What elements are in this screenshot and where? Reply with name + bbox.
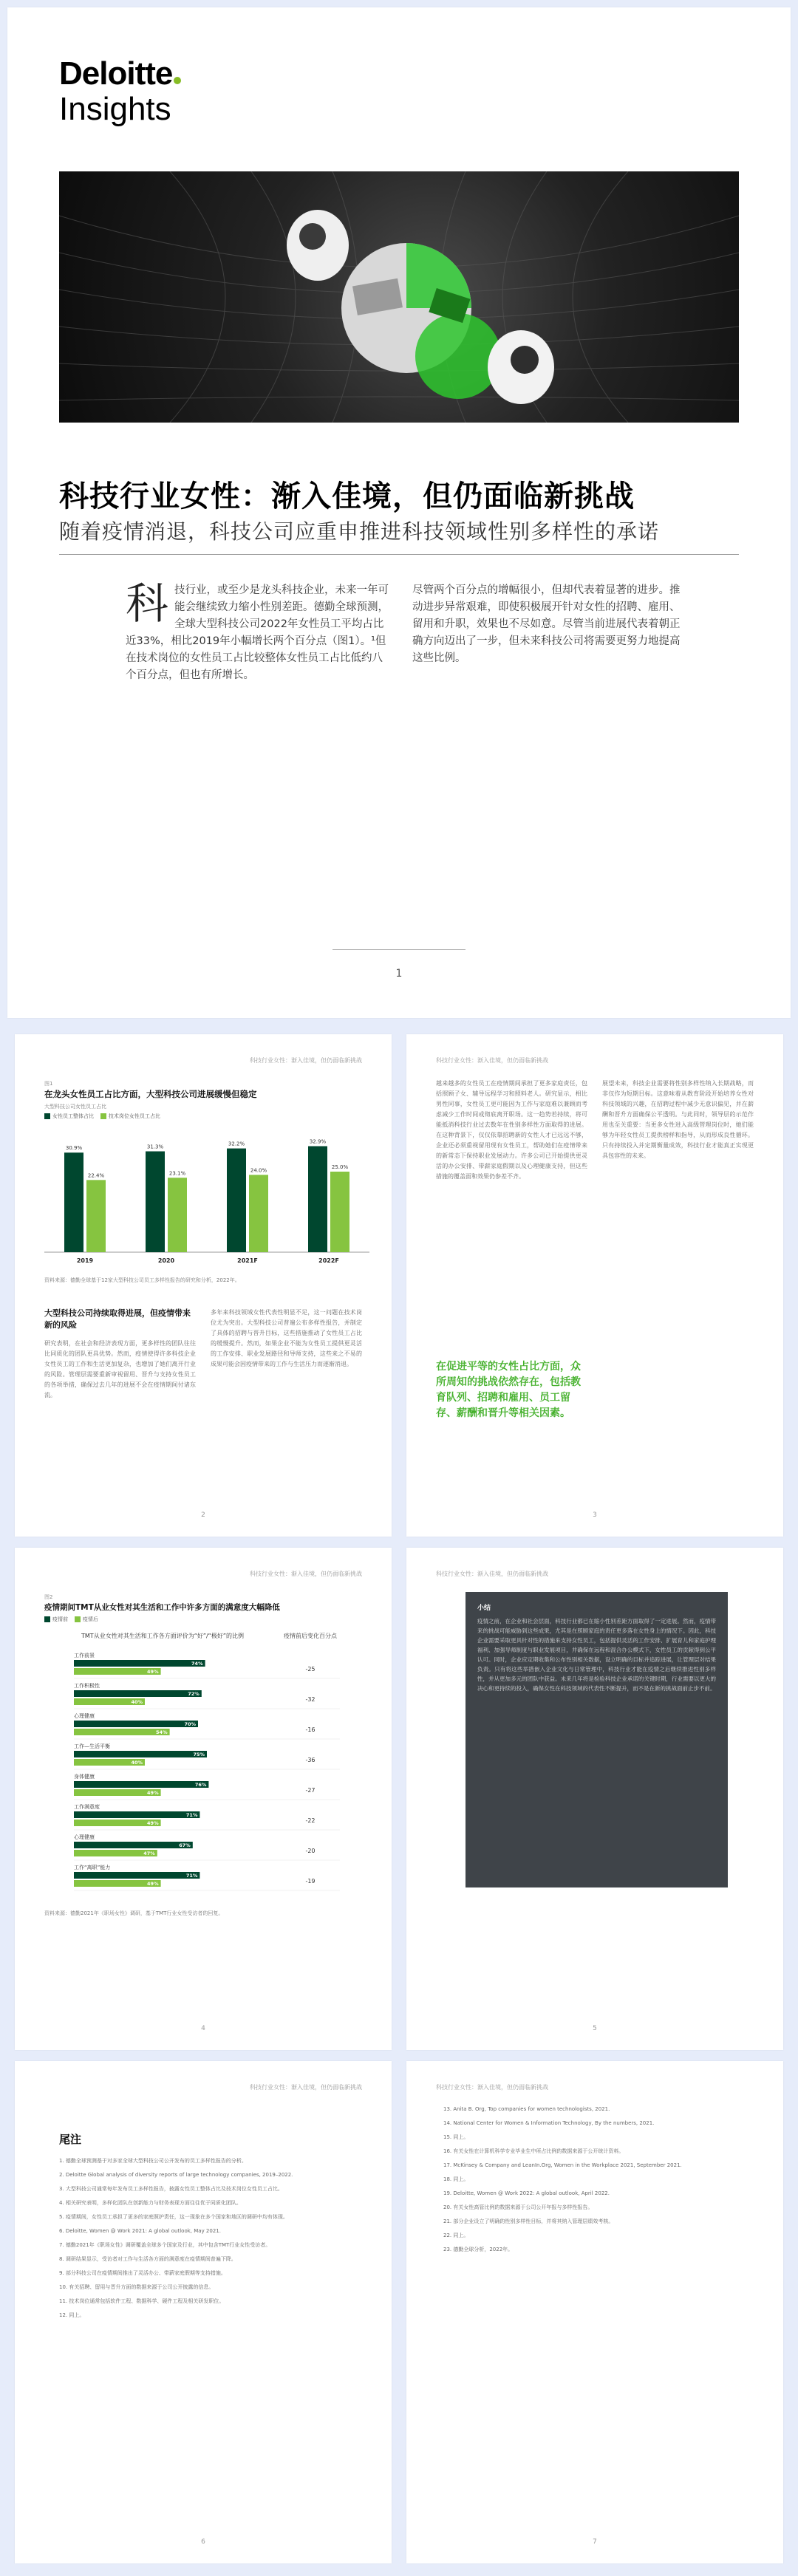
bar xyxy=(227,1149,246,1252)
page-number: 4 xyxy=(201,2025,205,2032)
bar xyxy=(330,1172,349,1252)
legend-swatch-1 xyxy=(44,1616,50,1622)
page-7 xyxy=(406,2061,783,2563)
bar-data-label: 24.0% xyxy=(250,1167,267,1174)
category-label: 工作“离职”能力 xyxy=(74,1865,111,1870)
running-header: 科技行业女性：渐入佳境，但仍面临新挑战 xyxy=(436,1571,548,1577)
hero-image xyxy=(59,171,739,423)
bar-data-label: 30.9% xyxy=(65,1145,83,1152)
endnote-item: 17. McKinsey & Company and LeanIn.Org, Women in the Workplace 2021, September 2021. xyxy=(443,2162,682,2168)
page-number: 2 xyxy=(201,1511,205,1519)
page-3 xyxy=(406,1034,783,1537)
endnote-item: 5. 疫情期间，女性员工承担了更多的家庭照护责任，这一现象在多个国家和地区的调研中均有体现。 xyxy=(59,2214,288,2220)
bar-chart-female-share xyxy=(44,1123,369,1271)
bar xyxy=(74,1751,207,1757)
change-value: -32 xyxy=(305,1696,316,1703)
body-text-right: 多年来科技领域女性代表性明显不足，这一问题在技术岗位尤为突出。大型科技公司普遍公布多样性报告，并制定了具体的招聘与晋升目标，这些措施推动了女性员工占比的缓慢提升。然而，如果企业不能为女性员工提供更灵活的工作安排、职业发展路径和导师支持，这些来之不易的成果可能会因疫情带来的工作与生活压力而逐渐消退。 xyxy=(211,1309,362,1367)
category-label: 工作积极性 xyxy=(74,1683,100,1689)
bar-data-label: 67% xyxy=(179,1842,191,1848)
endnote-item: 13. Anita B. Org, Top companies for women technologists, 2021. xyxy=(443,2106,610,2112)
endnote-item: 22. 同上。 xyxy=(443,2232,469,2238)
bar-data-label: 32.2% xyxy=(228,1141,245,1147)
cover-page xyxy=(7,7,791,1018)
bar-data-label: 49% xyxy=(147,1820,159,1826)
bar-data-label: 74% xyxy=(191,1661,203,1667)
endnote-item: 2. Deloitte Global analysis of diversity reports of large technology companies, 2019–2022. xyxy=(59,2172,293,2178)
x-tick-label: 2021F xyxy=(237,1257,258,1264)
category-label: 工作—生活平衡 xyxy=(74,1743,110,1749)
bar-data-label: 47% xyxy=(143,1851,155,1856)
bar-data-label: 32.9% xyxy=(309,1138,327,1145)
running-header: 科技行业女性：渐入佳境，但仍面临新挑战 xyxy=(250,2084,362,2091)
drop-cap: 科 xyxy=(126,578,169,629)
endnote-item: 1. 德勤全球预测基于对多家全球大型科技公司公开发布的员工多样性报告的分析。 xyxy=(59,2158,247,2164)
footer-divider xyxy=(332,949,466,950)
legend-swatch-2 xyxy=(75,1616,81,1622)
legend-label-2: 技术岗位女性员工占比 xyxy=(108,1113,160,1119)
endnote-item: 18. 同上。 xyxy=(443,2176,469,2182)
figure-subtitle: 大型科技公司女性员工占比 xyxy=(44,1104,106,1110)
endnote-item: 8. 调研结果显示，受访者对工作与生活各方面的满意度在疫情期间普遍下降。 xyxy=(59,2256,236,2262)
bar xyxy=(146,1151,165,1252)
category-label: 心理健康 xyxy=(74,1713,95,1719)
figure-title: 疫情期间TMT从业女性对其生活和工作中许多方面的满意度大幅降低 xyxy=(44,1603,280,1612)
chart-legend xyxy=(44,1616,98,1623)
page-number: 5 xyxy=(593,2025,597,2032)
article-subtitle: 随着疫情消退，科技公司应重申推进科技领域性别多样性的承诺 xyxy=(59,519,660,544)
bar-data-label: 49% xyxy=(147,1881,159,1887)
green-circle xyxy=(415,313,501,399)
page-4 xyxy=(15,1548,392,2050)
running-header: 科技行业女性：渐入佳境，但仍面临新挑战 xyxy=(436,2084,548,2091)
endnote-item: 14. National Center for Women & Information Technology, By the numbers, 2021. xyxy=(443,2120,655,2126)
change-value: -22 xyxy=(305,1817,316,1824)
running-header: 科技行业女性：渐入佳境，但仍面临新挑战 xyxy=(436,1057,548,1064)
page-2 xyxy=(15,1034,392,1537)
endnote-item: 16. 有关女性在计算机科学专业毕业生中所占比例的数据来源于公开统计资料。 xyxy=(443,2148,624,2154)
sidebar-text: 疫情之前，在企业和社会层面，科技行业都已在缩小性别差距方面取得了一定进展。然而，疫情带来的挑战可能威胁到这些成果，尤其是在照顾家庭的责任更多落在女性身上的情况下。因此，科技企业需要采取更具针对性的措施来支持女性员工，包括提供灵活的工作安排、扩展育儿和家庭护理福利、加强导师制度与职业发展项目，并确保在远程和混合办公模式下，女性员工的贡献得到公平认可。同时，企业应定期收集和公布性别相关数据，设立明确的目标并追踪进展，让管理层对结果负责。只有将这些举措嵌入企业文化与日常管理中，科技行业才能在疫情之后继续推进性别多样性，并从更加多元的团队中获益。未来几年将是检验科技企业承诺的关键时期，行业需要以更大的决心和更持续的投入，确保女性在科技领域的代表性不断提升，而不是在新的挑战面前止步不前。 xyxy=(477,1618,716,1692)
endnotes-list xyxy=(59,2157,355,2326)
change-value: -36 xyxy=(305,1757,316,1763)
endnote-item: 7. 德勤2021年《职场女性》调研覆盖全球多个国家及行业，其中包含TMT行业女性受访者。 xyxy=(59,2242,271,2248)
category-label: 工作前景 xyxy=(74,1653,95,1658)
bar-data-label: 49% xyxy=(147,1669,159,1675)
change-value: -19 xyxy=(305,1878,316,1885)
page-number: 3 xyxy=(593,1511,597,1519)
endnote-item: 6. Deloitte, Women @ Work 2021: A global outlook, May 2021. xyxy=(59,2228,221,2234)
category-label: 身体健康 xyxy=(74,1774,95,1780)
page-number: 6 xyxy=(201,2538,205,2546)
bar xyxy=(86,1180,106,1252)
figure-label: 图2 xyxy=(44,1594,53,1600)
change-value: -20 xyxy=(305,1848,316,1854)
bar xyxy=(74,1721,198,1727)
section-heading: 大型科技公司持续取得进展，但疫情带来新的风险 xyxy=(44,1308,191,1330)
page-number: 1 xyxy=(395,968,403,980)
intro-paragraph-right: 尽管两个百分点的增幅很小，但却代表着显著的进步。推动进步异常艰难，即使积极展开针对女性的招聘、雇用、留用和升职，效果也不尽如意。尽管当前进展代表着朝正确方向迈出了一步，但未来科技公司将需要更努力地提高这些比例。 xyxy=(412,584,681,664)
bar-data-label: 22.4% xyxy=(87,1172,105,1179)
bar xyxy=(308,1147,327,1252)
endnote-item: 11. 技术岗位通常包括软件工程、数据科学、硬件工程及相关研发职位。 xyxy=(59,2298,225,2304)
bar xyxy=(74,1842,193,1848)
bar-data-label: 40% xyxy=(131,1760,143,1766)
running-header: 科技行业女性：渐入佳境，但仍面临新挑战 xyxy=(250,1057,362,1064)
body-text-left: 研究表明，在社会和经济表现方面，更多样性的团队往往比同质化的团队更具优势。然而，疫情使得许多科技企业女性员工的工作和生活更加复杂，也增加了她们离开行业的风险。管理层需要重新审视留用、晋升与支持女性员工的各项举措，确保过去几年的进展不会在疫情期间付诸东流。 xyxy=(44,1340,196,1398)
endnote-item: 4. 相关研究表明，多样化团队在创新能力与财务表现方面往往优于同质化团队。 xyxy=(59,2200,242,2206)
bar-data-label: 72% xyxy=(188,1691,200,1697)
legend-label-1: 疫情前 xyxy=(52,1616,68,1622)
bar xyxy=(249,1175,268,1252)
body-text-right: 展望未来，科技企业需要将性别多样性纳入长期战略，而非仅作为短期目标。这意味着从教育阶段开始培养女性对科技领域的兴趣，在招聘过程中减少无意识偏见，并在薪酬和晋升方面确保公平透明。与此同时，领导层的示范作用也至关重要：当更多女性进入高级管理岗位时，她们能够为年轻女性员工提供榜样和指导，从而形成良性循环。只有持续投入并定期衡量成效，科技行业才能真正实现更具包容性的未来。 xyxy=(602,1080,754,1159)
pull-quote: 在促进平等的女性占比方面，众所周知的挑战依然存在，包括教育队列、招聘和雇用、员工留存、薪酬和晋升等相关因素。 xyxy=(436,1361,581,1419)
page-6 xyxy=(15,2061,392,2563)
logo-green-dot xyxy=(174,77,181,84)
legend-label-1: 女性员工整体占比 xyxy=(52,1113,94,1119)
endnotes-title: 尾注 xyxy=(59,2133,82,2146)
figure-source: 资料来源：德勤2021年《职场女性》调研，基于TMT行业女性受访者的回复。 xyxy=(44,1910,224,1916)
change-heading: 疫情前后变化百分点 xyxy=(284,1633,337,1639)
page-5 xyxy=(406,1548,783,2050)
category-label: 心理健康 xyxy=(74,1834,95,1840)
logo-sub: Insights xyxy=(59,91,171,127)
bar xyxy=(74,1690,202,1697)
x-tick-label: 2019 xyxy=(76,1257,94,1264)
body-text-left: 越来越多的女性员工在疫情期间承担了更多家庭责任，包括照顾子女、辅导远程学习和照料老人。研究显示，相比男性同事，女性员工更可能因为工作与家庭难以兼顾而考虑减少工作时间或彻底离开职场。这一趋势若持续，将可能抵消科技行业过去数年在性别多样性方面取得的进展。在这种背景下，仅仅依靠招聘新的女性人才已远远不够，企业还必须重视留用现有女性员工，帮助她们在疫情带来的新常态下保持职业发展动力。许多公司已开始提供更灵活的办公安排、带薪家庭假期以及心理健康支持，但这些措施的覆盖面和效果仍参差不齐。 xyxy=(436,1080,587,1180)
endnote-item: 9. 部分科技公司在疫情期间推出了灵活办公、带薪家庭假期等支持措施。 xyxy=(59,2270,226,2276)
x-tick-label: 2022F xyxy=(318,1257,339,1264)
figure-title: 在龙头女性员工占比方面，大型科技公司进展缓慢但稳定 xyxy=(44,1089,257,1099)
bar-data-label: 31.3% xyxy=(146,1144,164,1150)
legend-swatch-2 xyxy=(100,1113,106,1119)
bar-data-label: 25.0% xyxy=(331,1164,349,1170)
bar-data-label: 23.1% xyxy=(168,1170,186,1177)
legend-swatch-1 xyxy=(44,1113,50,1119)
bar-data-label: 75% xyxy=(193,1752,205,1757)
bar-chart-satisfaction xyxy=(44,1651,355,1902)
bar xyxy=(168,1178,187,1252)
article-title: 科技行业女性：渐入佳境，但仍面临新挑战 xyxy=(59,479,635,513)
intro-paragraph-left xyxy=(126,578,392,684)
endnote-item: 12. 同上。 xyxy=(59,2312,85,2318)
figure-label: 图1 xyxy=(44,1081,53,1087)
bar-data-label: 71% xyxy=(185,1812,198,1818)
endnote-item: 23. 德勤全球分析，2022年。 xyxy=(443,2247,514,2252)
summary-sidebar xyxy=(466,1592,728,1887)
bar xyxy=(74,1660,205,1667)
bar xyxy=(74,1811,200,1818)
page-number: 7 xyxy=(593,2538,597,2546)
x-tick-label: 2020 xyxy=(157,1257,175,1264)
figure-source: 资料来源：德勤全球基于12家大型科技公司员工多样性报告的研究和分析，2022年。 xyxy=(44,1277,240,1283)
endnote-item: 3. 大型科技公司通常每年发布员工多样性报告，披露女性员工整体占比及技术岗位女性员工占比。 xyxy=(59,2186,283,2192)
endnote-item: 19. Deloitte, Women @ Work 2022: A global outlook, April 2022. xyxy=(443,2190,610,2196)
chart-heading: TMT从业女性对其生活和工作各方面评价为“好”/“极好”的比例 xyxy=(81,1633,244,1639)
hero-illustration xyxy=(59,171,739,423)
bar xyxy=(74,1781,208,1788)
endnote-item: 15. 同上。 xyxy=(443,2134,469,2140)
bar xyxy=(64,1152,83,1252)
category-label: 工作满意度 xyxy=(74,1804,100,1810)
endnote-item: 10. 有关招聘、留用与晋升方面的数据来源于公司公开披露的信息。 xyxy=(59,2284,214,2290)
intro-left-text: 技行业，或至少是龙头科技企业，未来一年可能会继续致力缩小性别差距。德勤全球预测，全球大型科技公司2022年女性员工平均占比近33%，相比2019年小幅增长两个百分点（图1）。¹但在技术岗位的女性员工占比较整体女性员工占比低约八个百分点，但也有所增长。 xyxy=(126,584,389,681)
endnote-item: 20. 有关女性高管比例的数据来源于公司公开年报与多样性报告。 xyxy=(443,2204,593,2210)
endnotes-list xyxy=(443,2105,739,2260)
change-value: -25 xyxy=(305,1666,316,1673)
bar-data-label: 40% xyxy=(131,1699,143,1705)
change-value: -16 xyxy=(305,1726,316,1733)
bar-data-label: 76% xyxy=(194,1782,207,1788)
bar-data-label: 49% xyxy=(147,1790,159,1796)
bar-data-label: 70% xyxy=(184,1721,196,1727)
legend-label-2: 疫情后 xyxy=(82,1616,98,1622)
bar-data-label: 71% xyxy=(185,1873,198,1879)
deloitte-insights-logo[interactable] xyxy=(59,55,181,129)
chart-legend xyxy=(44,1113,160,1120)
change-value: -27 xyxy=(305,1787,316,1794)
bar xyxy=(74,1872,200,1879)
logo-brand: Deloitte xyxy=(59,55,173,92)
endnote-item: 21. 部分企业设立了明确的性别多样性目标，并将其纳入管理层绩效考核。 xyxy=(443,2218,614,2224)
bar-data-label: 54% xyxy=(156,1729,168,1735)
sidebar-title: 小结 xyxy=(477,1605,491,1612)
running-header: 科技行业女性：渐入佳境，但仍面临新挑战 xyxy=(250,1571,362,1577)
title-divider xyxy=(59,554,739,555)
